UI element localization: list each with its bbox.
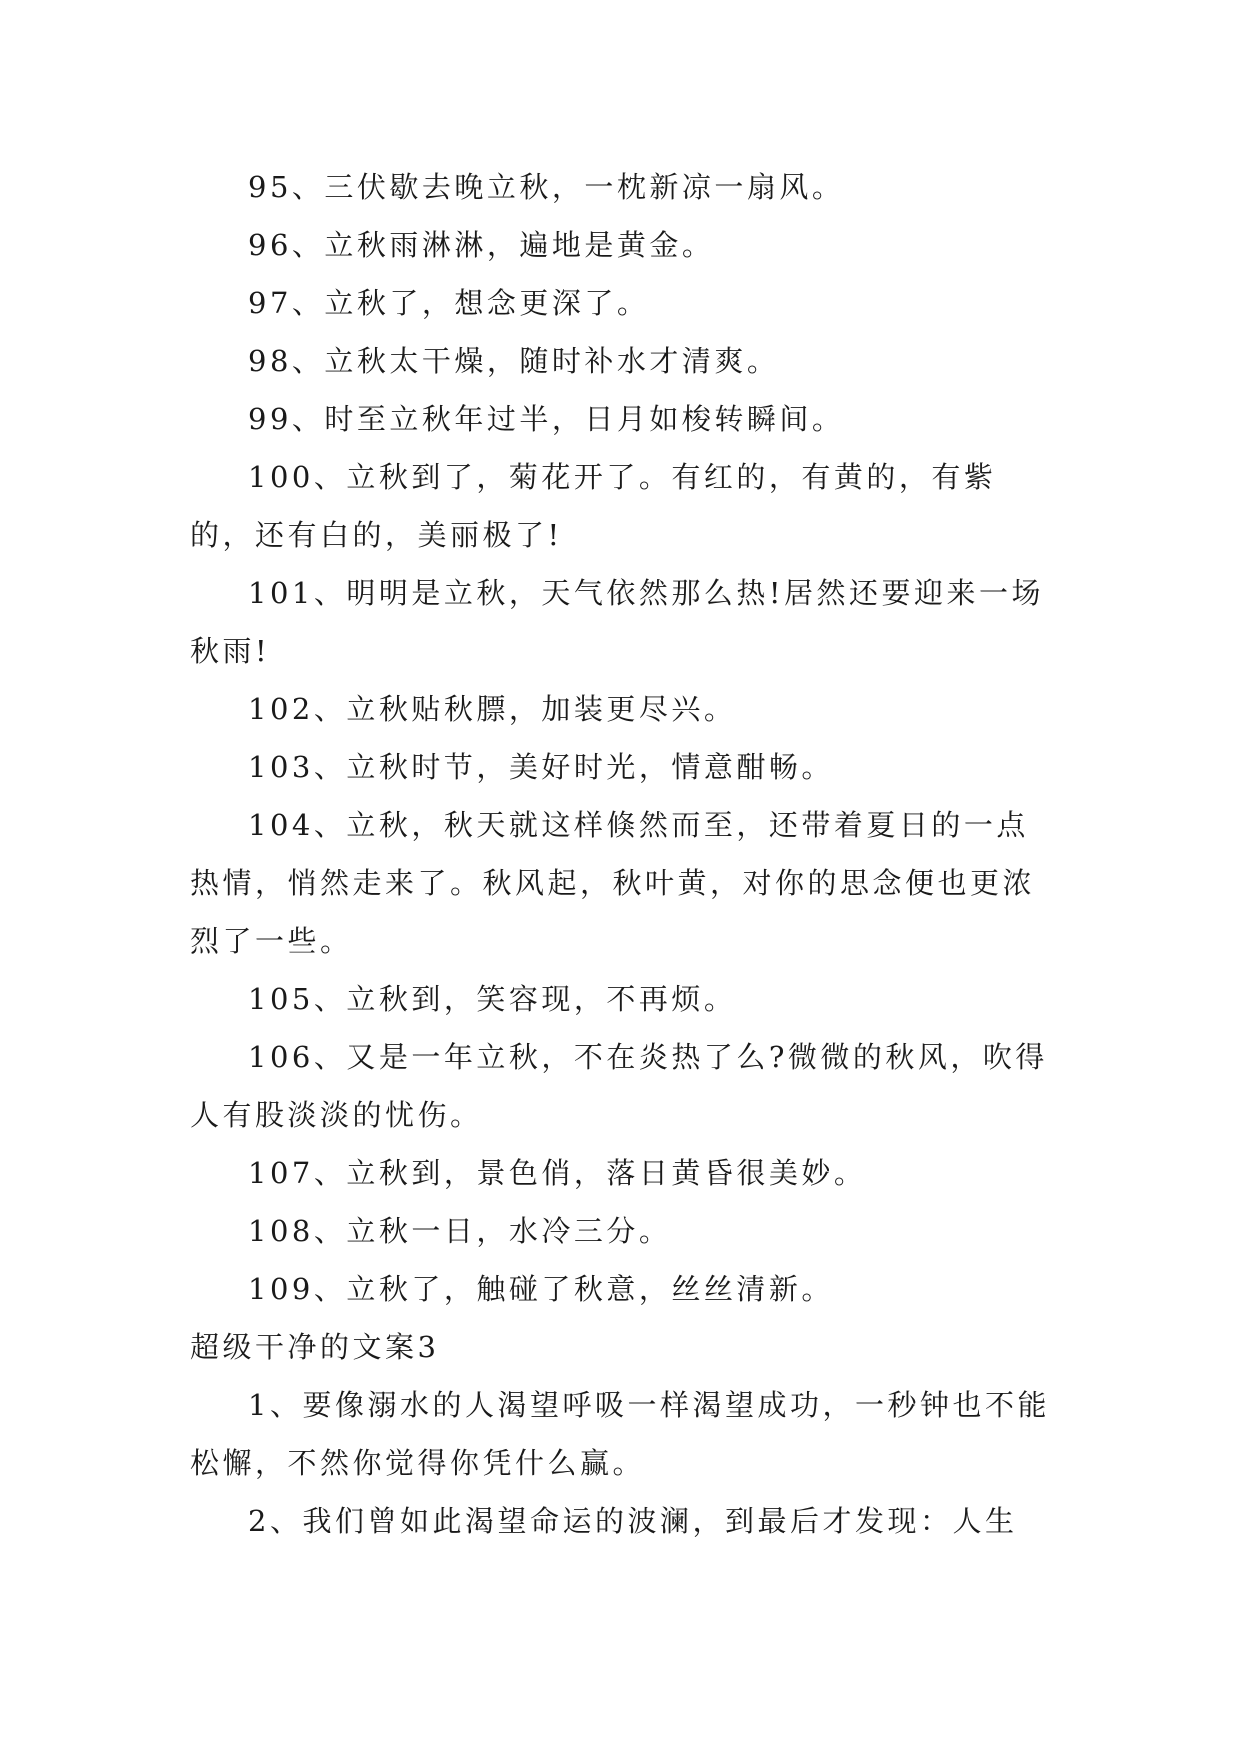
list-item: 99、时至立秋年过半，日月如梭转瞬间。 bbox=[248, 402, 845, 436]
list-item: 104、立秋，秋天就这样倏然而至，还带着夏日的一点热情，悄然走来了。秋风起，秋叶黄，对你的思念便也更浓烈了一些。 bbox=[190, 808, 1036, 958]
list-item: 103、立秋时节，美好时光，情意酣畅。 bbox=[248, 750, 834, 784]
list-item: 102、立秋贴秋膘，加装更尽兴。 bbox=[248, 692, 737, 726]
list-item: 95、三伏歇去晚立秋，一枕新凉一扇风。 bbox=[248, 170, 845, 204]
list-item: 101、明明是立秋，天气依然那么热!居然还要迎来一场秋雨! bbox=[190, 576, 1045, 668]
list-item: 96、立秋雨淋淋，遍地是黄金。 bbox=[248, 228, 715, 262]
list-item: 100、立秋到了，菊花开了。有红的，有黄的，有紫的，还有白的，美丽极了! bbox=[190, 460, 997, 552]
section-heading: 超级干净的文案3 bbox=[190, 1330, 440, 1364]
list-item: 1、要像溺水的人渴望呼吸一样渴望成功，一秒钟也不能松懈，不然你觉得你凭什么赢。 bbox=[190, 1388, 1050, 1480]
list-item: 107、立秋到，景色俏，落日黄昏很美妙。 bbox=[248, 1156, 867, 1190]
list-item: 97、立秋了，想念更深了。 bbox=[248, 286, 650, 320]
list-item: 105、立秋到，笑容现，不再烦。 bbox=[248, 982, 737, 1016]
document-body bbox=[190, 158, 1060, 1550]
list-item: 109、立秋了，触碰了秋意，丝丝清新。 bbox=[248, 1272, 834, 1306]
list-item: 2、我们曾如此渴望命运的波澜，到最后才发现：人生 bbox=[248, 1504, 1018, 1538]
list-item: 108、立秋一日，水冷三分。 bbox=[248, 1214, 672, 1248]
list-item: 98、立秋太干燥，随时补水才清爽。 bbox=[248, 344, 780, 378]
list-item: 106、又是一年立秋，不在炎热了么?微微的秋风，吹得人有股淡淡的忧伤。 bbox=[190, 1040, 1048, 1132]
